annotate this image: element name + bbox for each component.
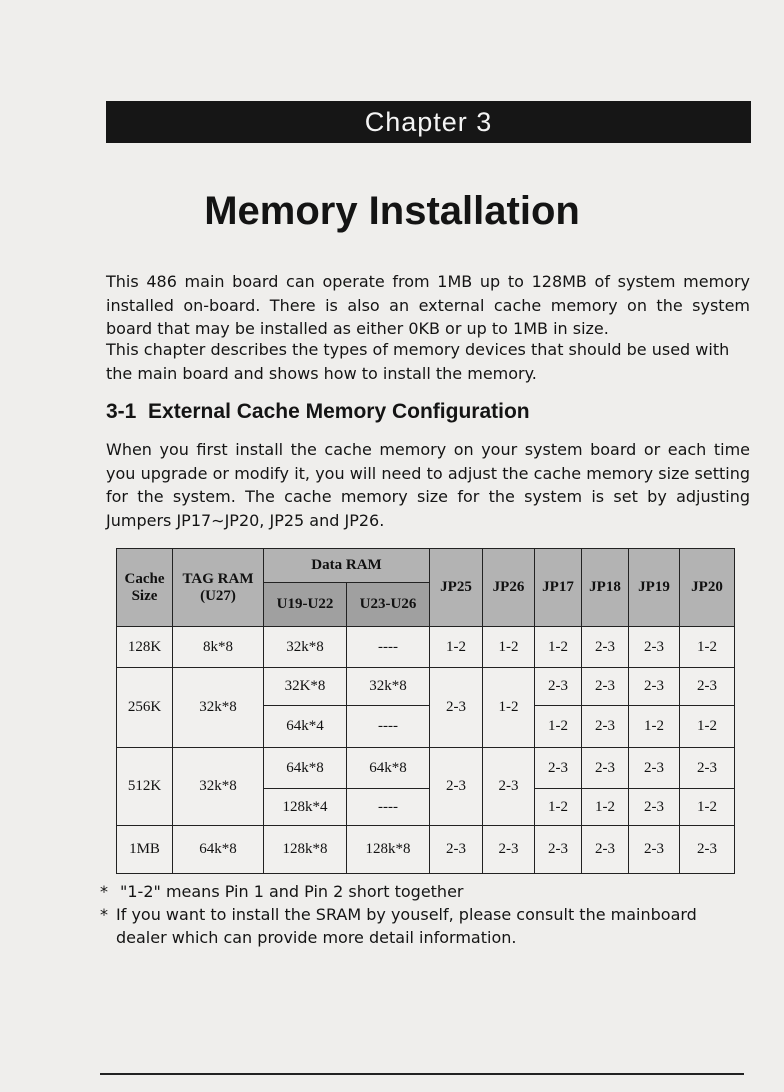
u19-cell: 64k*8 [264, 748, 347, 789]
jp19-cell: 2-3 [629, 748, 680, 789]
note-bullet: * [100, 882, 108, 901]
intro-paragraph-2: This chapter describes the types of memory devices that should be used with the main board and shows how to install the memory. [106, 340, 730, 383]
jp19-cell: 2-3 [629, 627, 680, 668]
jp25-cell: 2-3 [430, 748, 483, 826]
tag-ram-cell: 32k*8 [173, 748, 264, 826]
jp17-cell: 2-3 [535, 668, 582, 706]
table-row [117, 826, 735, 874]
u23-cell: ---- [347, 627, 430, 668]
cache-config-table [116, 548, 735, 874]
header-jp17: JP17 [535, 549, 582, 627]
table-row [117, 748, 735, 789]
u19-cell: 128k*8 [264, 826, 347, 874]
u19-cell: 32k*8 [264, 627, 347, 668]
section-heading [106, 400, 530, 424]
jp20-cell: 2-3 [680, 826, 735, 874]
table-row [117, 668, 735, 706]
jp19-cell: 1-2 [629, 706, 680, 748]
page-title: Memory Installation [204, 189, 580, 233]
section-paragraph: When you first install the cache memory on your system board or each time you upgrade or modify it, you will need to adjust the cache memory size setting for the system. The cache memory size for the system is set by adjusting Jumpers JP17∼JP20, JP25 and JP26. [106, 440, 750, 530]
header-jp19: JP19 [629, 549, 680, 627]
note-bullet: * [100, 905, 108, 924]
chapter-banner [106, 101, 751, 143]
tag-ram-cell: 32k*8 [173, 668, 264, 748]
jp26-cell: 2-3 [483, 826, 535, 874]
intro-paragraph-1: This 486 main board can operate from 1MB up to 128MB of system memory installed on-board. There is also an external cache memory on the system board that may be installed as either 0KB or up to 1MB in size. [106, 272, 750, 339]
jp25-cell: 2-3 [430, 668, 483, 748]
jp18-cell: 1-2 [582, 789, 629, 826]
jp17-cell: 1-2 [535, 789, 582, 826]
cache-size-cell: 512K [117, 748, 173, 826]
jp17-cell: 2-3 [535, 826, 582, 874]
jp17-cell: 1-2 [535, 627, 582, 668]
header-cache-size: Cache Size [117, 549, 173, 627]
header-jp25: JP25 [430, 549, 483, 627]
note-text: "1-2" means Pin 1 and Pin 2 short together [120, 882, 464, 901]
note-item [100, 903, 740, 949]
u19-cell: 64k*4 [264, 706, 347, 748]
jp20-cell: 2-3 [680, 668, 735, 706]
header-u23-u26: U23-U26 [347, 583, 430, 627]
footer-rule [100, 1073, 744, 1075]
tag-ram-cell: 8k*8 [173, 627, 264, 668]
jp17-cell: 1-2 [535, 706, 582, 748]
jp20-cell: 2-3 [680, 748, 735, 789]
tag-ram-cell: 64k*8 [173, 826, 264, 874]
header-data-ram: Data RAM [264, 549, 430, 583]
u23-cell: ---- [347, 706, 430, 748]
u19-cell: 32K*8 [264, 668, 347, 706]
u19-cell: 128k*4 [264, 789, 347, 826]
jp19-cell: 2-3 [629, 826, 680, 874]
cache-size-cell: 1MB [117, 826, 173, 874]
cache-size-cell: 128K [117, 627, 173, 668]
jp19-cell: 2-3 [629, 668, 680, 706]
u23-cell: 128k*8 [347, 826, 430, 874]
jp25-cell: 2-3 [430, 826, 483, 874]
jp26-cell: 2-3 [483, 748, 535, 826]
u23-cell: 32k*8 [347, 668, 430, 706]
section-heading-text: External Cache Memory Configuration [148, 400, 530, 423]
jp18-cell: 2-3 [582, 826, 629, 874]
cache-size-cell: 256K [117, 668, 173, 748]
chapter-label: Chapter 3 [364, 106, 493, 137]
notes-list [100, 880, 740, 949]
u23-cell: 64k*8 [347, 748, 430, 789]
jp20-cell: 1-2 [680, 789, 735, 826]
jp17-cell: 2-3 [535, 748, 582, 789]
header-jp26: JP26 [483, 549, 535, 627]
jp25-cell: 1-2 [430, 627, 483, 668]
section-number: 3-1 [106, 400, 137, 423]
jp18-cell: 2-3 [582, 627, 629, 668]
jp19-cell: 2-3 [629, 789, 680, 826]
note-text: If you want to install the SRAM by youself, please consult the mainboard dealer which can provide more detail information. [116, 905, 697, 947]
jp18-cell: 2-3 [582, 748, 629, 789]
header-u19-u22: U19-U22 [264, 583, 347, 627]
jp26-cell: 1-2 [483, 668, 535, 748]
header-tag-ram: TAG RAM (U27) [173, 549, 264, 627]
header-jp18: JP18 [582, 549, 629, 627]
jp20-cell: 1-2 [680, 627, 735, 668]
table-row [117, 627, 735, 668]
jp26-cell: 1-2 [483, 627, 535, 668]
header-jp20: JP20 [680, 549, 735, 627]
jp20-cell: 1-2 [680, 706, 735, 748]
jp18-cell: 2-3 [582, 668, 629, 706]
jp18-cell: 2-3 [582, 706, 629, 748]
u23-cell: ---- [347, 789, 430, 826]
note-item [100, 880, 740, 903]
